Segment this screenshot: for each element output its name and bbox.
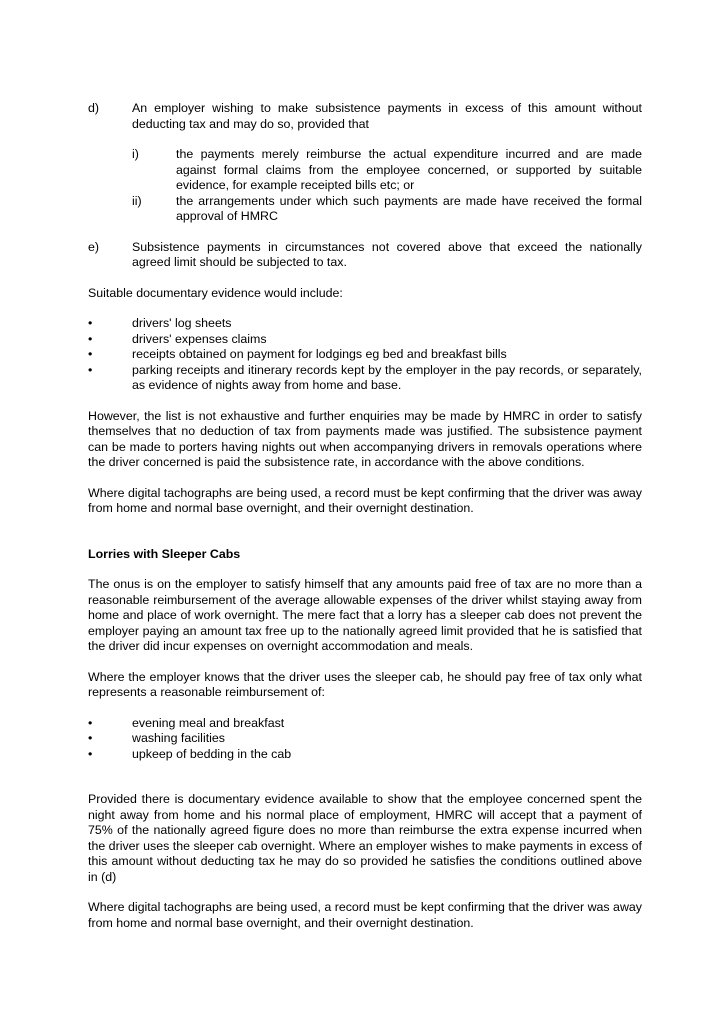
bullet-icon: •: [88, 347, 93, 361]
bullet-icon: •: [88, 362, 93, 377]
subitem-ii-label: ii): [132, 193, 142, 208]
sleeper-list: [88, 716, 642, 763]
list-item: [88, 747, 642, 763]
document-body: [88, 101, 642, 931]
bullet-icon: •: [88, 316, 93, 330]
list-item: [88, 716, 642, 732]
bullet-icon: •: [88, 731, 93, 745]
item-e-label: e): [88, 239, 100, 254]
list-item-text: evening meal and breakfast: [132, 715, 285, 730]
subitem-i: [132, 147, 642, 194]
list-item-text: upkeep of bedding in the cab: [132, 746, 292, 761]
section-heading: Lorries with Sleeper Cabs: [88, 546, 241, 561]
item-e: [88, 240, 642, 271]
bullet-icon: •: [88, 331, 93, 346]
list-item: [88, 316, 642, 332]
list-item-text: drivers' log sheets: [132, 316, 232, 330]
list-item-text: drivers' expenses claims: [132, 331, 267, 346]
list-item: [88, 332, 642, 348]
list-item: [88, 347, 642, 363]
bullet-icon: •: [88, 715, 93, 730]
list-item-text: washing facilities: [132, 731, 225, 745]
paragraph-employer-knows: Where the employer knows that the driver uses the sleeper cab, he should pay free of tax only what represents a reasonable reimbursement of:: [88, 669, 642, 699]
evidence-list: [88, 316, 642, 394]
item-d-label: d): [88, 101, 100, 115]
item-d-text: An employer wishing to make subsistence payments in excess of this amount without deducting tax and may do so, provided that: [132, 101, 642, 131]
list-item-text: parking receipts and itinerary records kept by the employer in the pay records, or separately, as evidence of nights away from home and base.: [132, 362, 642, 392]
subitem-ii-text: the arrangements under which such payments are made have received the formal approval of HMRC: [176, 193, 642, 223]
item-d: [88, 101, 642, 132]
list-item: [88, 731, 642, 747]
list-item-text: receipts obtained on payment for lodgings eg bed and breakfast bills: [132, 347, 507, 361]
paragraph-however: However, the list is not exhaustive and further enquiries may be made by HMRC in order to satisfy themselves that no deduction of tax from payments made was justified. The subsistence payment can be made to porters having nights out when accompanying drivers in removals operations where the driver concerned is paid the subsistence rate, in accordance with the above conditions.: [88, 408, 642, 469]
list-item: [88, 363, 642, 394]
bullet-icon: •: [88, 746, 93, 761]
subitem-i-label: i): [132, 147, 139, 161]
paragraph-tachograph-2: Where digital tachographs are being used, a record must be kept confirming that the driver was away from home and normal base overnight, and their overnight destination.: [88, 900, 642, 930]
paragraph-provided: Provided there is documentary evidence available to show that the employee concerned spent the night away from home and his normal place of employment, HMRC will accept that a payment of 75% of the nationally agreed figure does no more than reimburse the extra expense incurred when the driver uses the sleeper cab overnight. Where an employer wishes to make payments in excess of this amount without deducting tax he may do so provided he satisfies the conditions outlined above in (d): [88, 792, 642, 884]
subitem-i-text: the payments merely reimburse the actual expenditure incurred and are made against formal claims from the employee concerned, or supported by suitable evidence, for example receipted bills etc; or: [176, 147, 642, 192]
paragraph-onus: The onus is on the employer to satisfy himself that any amounts paid free of tax are no more than a reasonable reimbursement of the average allowable expenses of the driver whilst staying away from home and place of work overnight. The mere fact that a lorry has a sleeper cab does not prevent the employer paying an amount tax free up to the nationally agreed limit provided that he is satisfied that the driver did incur expenses on overnight accommodation and meals.: [88, 577, 642, 653]
paragraph-tachograph-1: Where digital tachographs are being used, a record must be kept confirming that the driver was away from home and normal base overnight, and their overnight destination.: [88, 485, 642, 515]
evidence-intro: Suitable documentary evidence would include:: [88, 285, 343, 300]
item-e-text: Subsistence payments in circumstances not covered above that exceed the nationally agreed limit should be subjected to tax.: [132, 239, 642, 269]
subitem-ii: [132, 194, 642, 225]
